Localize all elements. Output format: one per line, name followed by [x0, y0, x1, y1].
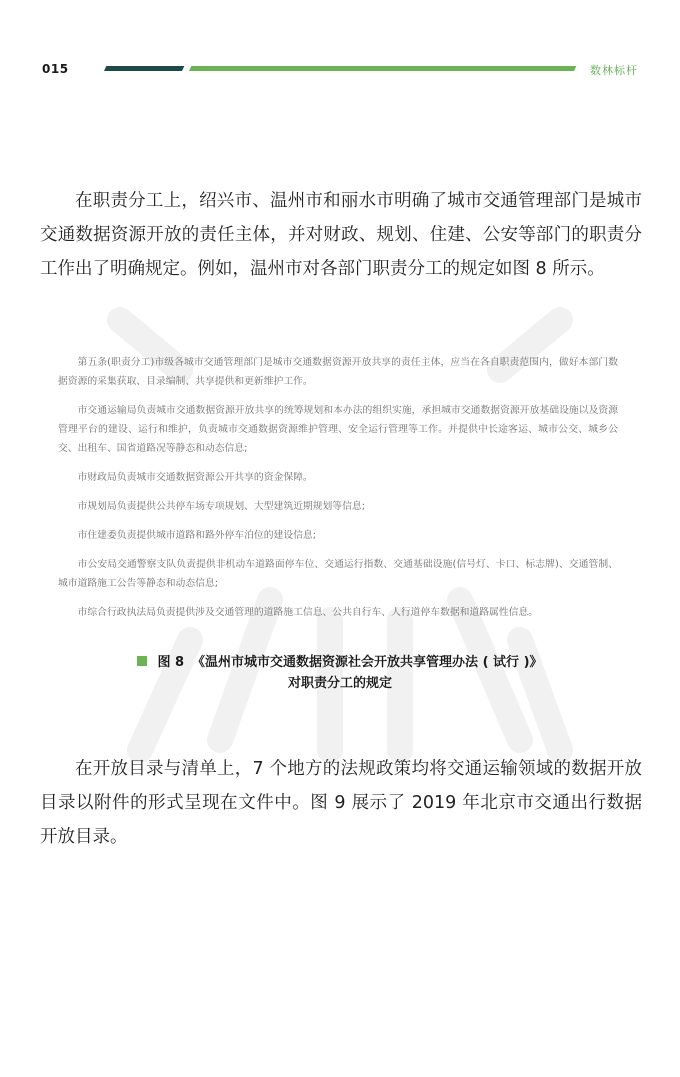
- figure-paragraph: 市公安局交通警察支队负责提供非机动车道路面停车位、交通运行指数、交通基础设施(信号灯、卡口、标志牌)、交通管制、城市道路施工公告等静态和动态信息;: [58, 559, 618, 589]
- body-paragraph-2: 在开放目录与清单上，7 个地方的法规政策均将交通运输领域的数据开放目录以附件的形式呈现在文件中。图 9 展示了 2019 年北京市交通出行数据开放目录。: [40, 759, 642, 847]
- brand-label: 数林标杆: [590, 64, 638, 77]
- figure-paragraph: 市规划局负责提供公共停车场专项规划、大型建筑近期规划等信息;: [77, 501, 366, 512]
- body-paragraph-1: 在职责分工上，绍兴市、温州市和丽水市明确了城市交通管理部门是城市交通数据资源开放的责任主体，并对财政、规划、住建、公安等部门的职责分工作出了明确规定。例如，温州市对各部门职责分工的规定如图 8 所示。: [40, 191, 642, 279]
- figure-paragraph: 市交通运输局负责城市交通数据资源开放共享的统筹规划和本办法的组织实施，承担城市交通数据资源开放基础设施以及资源管理平台的建设、运行和维护，负责城市交通数据资源维护管理、安全运行管理等工作。并提供中长途客运、城市公交、城乡公交、出租车、国省道路况等静态和动态信息;: [58, 405, 618, 454]
- figure-regulation-excerpt: [58, 353, 618, 632]
- caption-title: 《温州市城市交通数据资源社会开放共享管理办法 ( 试行 )》: [192, 655, 543, 670]
- caption-line-2: 对职责分工的规定: [287, 676, 392, 691]
- figure-caption: [0, 652, 680, 694]
- header-rule-dark: [104, 66, 184, 71]
- figure-paragraph: 第五条(职责分工)市级各城市交通管理部门是城市交通数据资源开放共享的责任主体，应当在各自职责范围内，做好本部门数据资源的采集获取、目录编制、共享提供和更新维护工作。: [58, 357, 618, 387]
- figure-paragraph: 市财政局负责城市交通数据资源公开共享的资金保障。: [77, 472, 313, 483]
- caption-line-1: [0, 652, 680, 673]
- figure-paragraph: 市综合行政执法局负责提供涉及交通管理的道路施工信息、公共自行车、人行道停车数据和道路属性信息。: [77, 607, 539, 618]
- figure-paragraph: 市住建委负责提供城市道路和路外停车泊位的建设信息;: [77, 530, 317, 541]
- caption-square-icon: [137, 656, 147, 666]
- page-number: 015: [42, 62, 69, 76]
- header-rule-green: [189, 66, 576, 71]
- caption-label: 图 8: [157, 655, 185, 670]
